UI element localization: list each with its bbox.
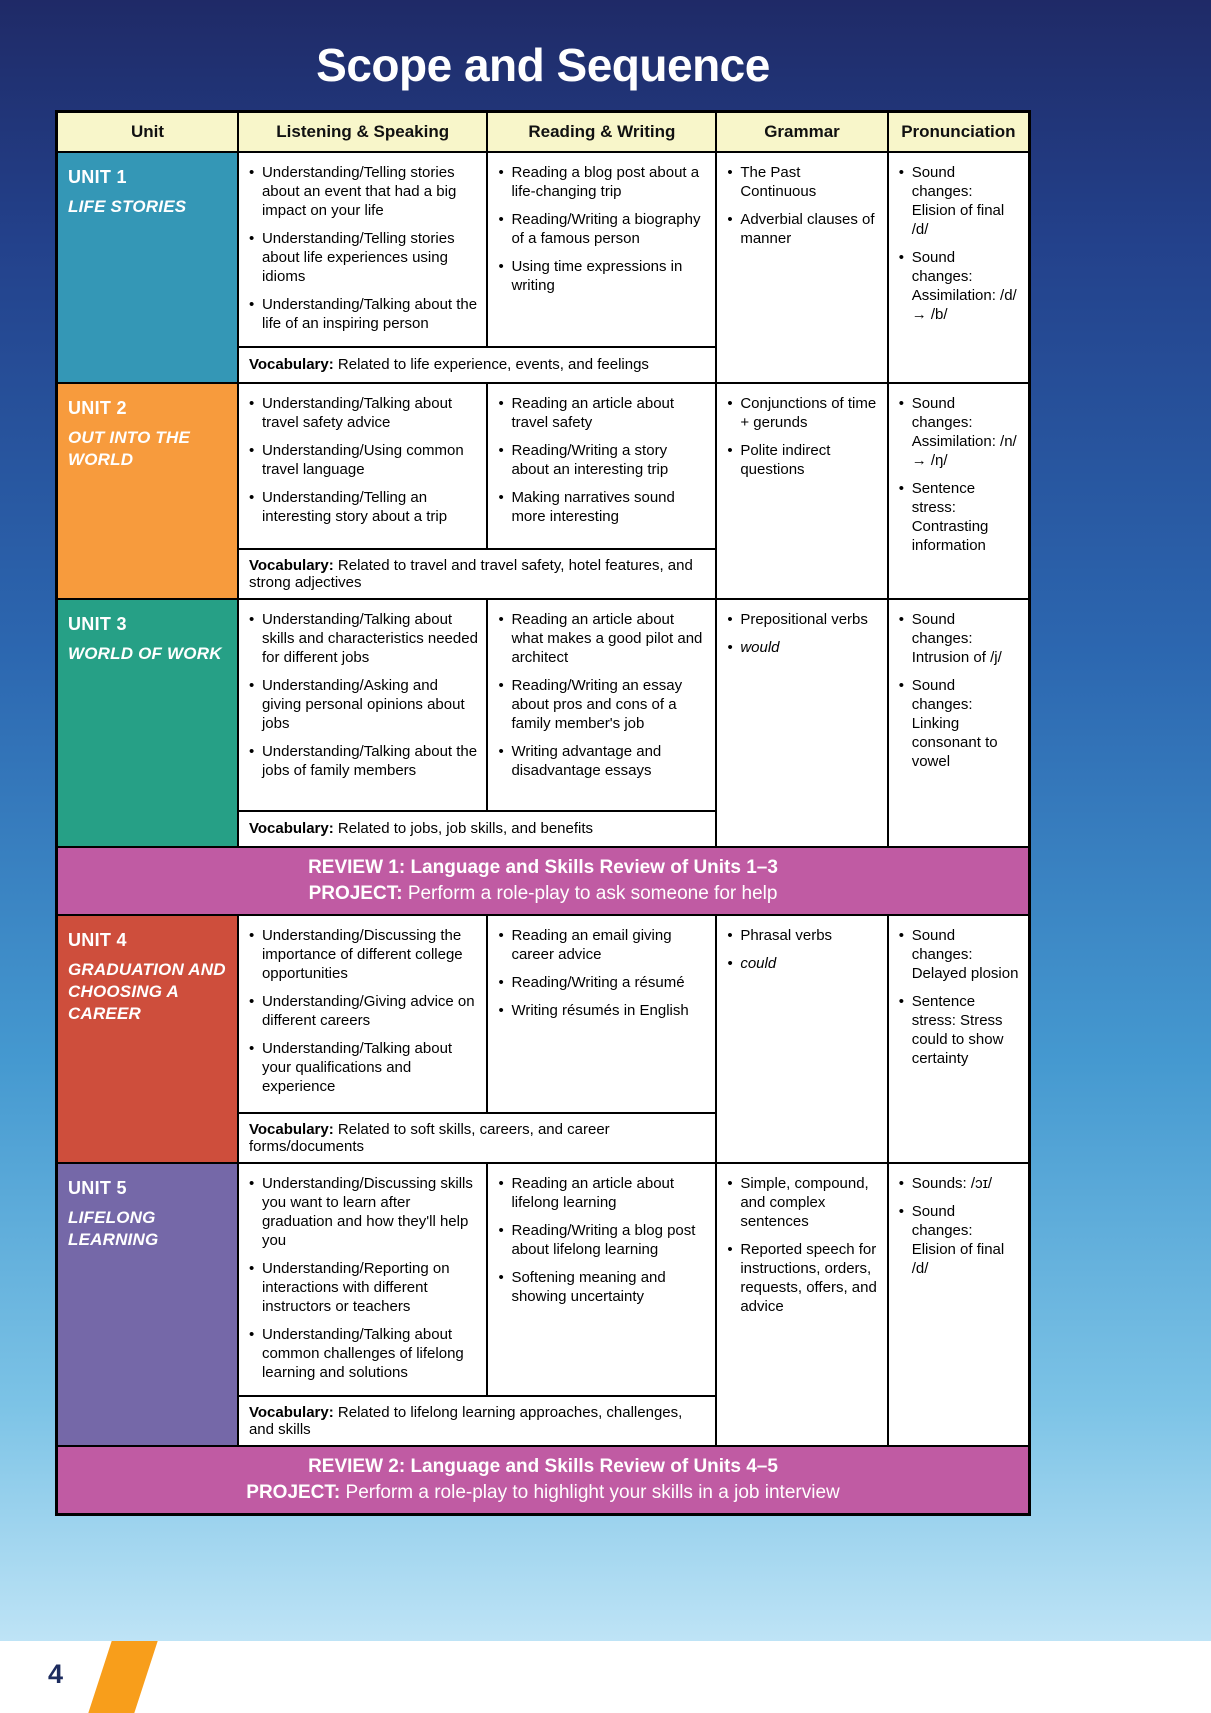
bullet-item: • Reading/Writing an essay about pros and cons of a family member's job <box>498 676 707 733</box>
unit-4-grammar-cell <box>716 915 887 1163</box>
project-text: Perform a role-play to highlight your skills in a job interview <box>345 1482 840 1504</box>
unit-1-listening-speaking-cell <box>238 152 487 347</box>
unit-1-vocabulary-cell <box>238 347 716 383</box>
unit-3-row <box>57 599 1030 811</box>
listening-speaking-list <box>249 163 478 333</box>
unit-3-listening-speaking-cell <box>238 599 487 811</box>
unit-5-reading-writing-cell <box>487 1163 716 1396</box>
bullet-item: • Reading/Writing a blog post about lifelong learning <box>498 1221 707 1259</box>
unit-5-label-cell <box>57 1163 238 1446</box>
unit-2-listening-speaking-cell <box>238 383 487 549</box>
page-title: Scope and Sequence <box>316 39 770 91</box>
vocabulary-label: Vocabulary: <box>248 820 334 838</box>
bullet-item: • Conjunctions of time + gerunds <box>727 394 878 432</box>
listening-speaking-list <box>249 926 478 1096</box>
bullet-item: • Reading/Writing a biography of a famous person <box>498 210 707 248</box>
review-2-row <box>57 1446 1030 1515</box>
unit-4-reading-writing-cell <box>487 915 716 1113</box>
bullet-item: • could <box>727 954 878 973</box>
vocabulary-text: Related to lifelong learning approaches, challenges, and skills <box>248 1404 683 1439</box>
pronunciation-list <box>899 163 1020 324</box>
page-number: 4 <box>48 1659 64 1689</box>
unit-4-name: GRADUATION AND CHOOSING A CAREER <box>68 959 226 1024</box>
grammar-list <box>727 610 878 657</box>
project-label: PROJECT: <box>308 882 403 904</box>
bullet-item: • Understanding/Asking and giving personal opinions about jobs <box>249 676 478 733</box>
bullet-item: • Softening meaning and showing uncertainty <box>498 1268 707 1306</box>
review-1-row <box>57 847 1030 915</box>
bullet-item: • Prepositional verbs <box>727 610 878 629</box>
unit-2-reading-writing-cell <box>487 383 716 549</box>
unit-5-name: LIFELONG LEARNING <box>68 1207 159 1249</box>
unit-3-pronunciation-cell <box>888 599 1030 847</box>
bullet-item: • Writing advantage and disadvantage essays <box>498 742 707 780</box>
bullet-item: • Sentence stress: Stress could to show certainty <box>899 992 1020 1068</box>
bullet-item: • Understanding/Talking about the life of an inspiring person <box>249 295 478 333</box>
listening-speaking-list <box>249 1174 478 1382</box>
vocabulary-text: Related to travel and travel safety, hotel features, and strong adjectives <box>248 556 693 591</box>
column-header-grammar: Grammar <box>716 112 887 152</box>
unit-1-row <box>57 152 1030 347</box>
bullet-item: • Reported speech for instructions, orders, requests, offers, and advice <box>727 1240 878 1316</box>
project-label: PROJECT: <box>246 1482 341 1504</box>
unit-1-grammar-cell <box>716 152 887 383</box>
bullet-item: • Reading/Writing a résumé <box>498 973 707 992</box>
table-header-row <box>57 112 1030 152</box>
vocabulary-text: Related to life experience, events, and feelings <box>337 356 649 374</box>
unit-1-reading-writing-cell <box>487 152 716 347</box>
column-header-unit: Unit <box>57 112 238 152</box>
unit-4-vocabulary-cell <box>238 1113 716 1163</box>
listening-speaking-list <box>249 610 478 780</box>
review-2-project <box>64 1482 1022 1504</box>
bullet-item: • Understanding/Talking about skills and characteristics needed for different jobs <box>249 610 478 667</box>
page-sheet <box>55 0 1031 1516</box>
unit-2-row <box>57 383 1030 549</box>
unit-5-grammar-cell <box>716 1163 887 1446</box>
bullet-item: • Sound changes: Assimilation: /d/ → /b/ <box>899 248 1020 324</box>
review-1-project <box>64 883 1022 905</box>
review-2-cell <box>57 1446 1030 1515</box>
bullet-item: • Understanding/Telling an interesting story about a trip <box>249 488 478 526</box>
unit-3-number: UNIT 3 <box>68 613 127 634</box>
bullet-item: • Reading an email giving career advice <box>498 926 707 964</box>
unit-2-pronunciation-cell <box>888 383 1030 599</box>
review-1-cell <box>57 847 1030 915</box>
pronunciation-list <box>899 926 1020 1068</box>
bullet-item: • Reading/Writing a story about an interesting trip <box>498 441 707 479</box>
bullet-item: • Making narratives sound more interesting <box>498 488 707 526</box>
bullet-item: • Understanding/Talking about travel safety advice <box>249 394 478 432</box>
unit-4-pronunciation-cell <box>888 915 1030 1163</box>
vocabulary-text: Related to jobs, job skills, and benefits <box>337 820 594 838</box>
unit-2-label-cell <box>57 383 238 599</box>
pronunciation-list <box>899 610 1020 771</box>
vocabulary-label: Vocabulary: <box>248 556 334 574</box>
bullet-item: • Understanding/Talking about your qualifications and experience <box>249 1039 478 1096</box>
unit-4-label-cell <box>57 915 238 1163</box>
unit-3-label-cell <box>57 599 238 847</box>
bullet-item: • Simple, compound, and complex sentences <box>727 1174 878 1231</box>
reading-writing-list <box>498 926 707 1020</box>
grammar-list <box>727 926 878 973</box>
pronunciation-list <box>899 394 1020 555</box>
bullet-item: • Sound changes: Elision of final /d/ <box>899 163 1020 239</box>
bullet-item: • Sound changes: Elision of final /d/ <box>899 1202 1020 1278</box>
project-text: Perform a role-play to ask someone for help <box>407 882 778 904</box>
bullet-item: • The Past Continuous <box>727 163 878 201</box>
review-2-title: REVIEW 2: Language and Skills Review of Units 4–5 <box>308 1456 778 1478</box>
unit-5-listening-speaking-cell <box>238 1163 487 1396</box>
bullet-item: • Understanding/Reporting on interactions with different instructors or teachers <box>249 1259 478 1316</box>
unit-1-number: UNIT 1 <box>68 166 127 187</box>
unit-4-number: UNIT 4 <box>68 929 127 950</box>
grammar-list <box>727 394 878 479</box>
vocabulary-label: Vocabulary: <box>248 1404 334 1422</box>
bullet-item: • Sound changes: Intrusion of /j/ <box>899 610 1020 667</box>
unit-5-pronunciation-cell <box>888 1163 1030 1446</box>
bullet-item: • Sentence stress: Contrasting information <box>899 479 1020 555</box>
bullet-item: • Sound changes: Assimilation: /n/ → /ŋ/ <box>899 394 1020 470</box>
bullet-item: • would <box>727 638 878 657</box>
bullet-item: • Sound changes: Delayed plosion <box>899 926 1020 983</box>
bullet-item: • Understanding/Giving advice on different careers <box>249 992 478 1030</box>
reading-writing-list <box>498 394 707 526</box>
unit-2-vocabulary-cell <box>238 549 716 599</box>
bullet-item: • Reading an article about lifelong learning <box>498 1174 707 1212</box>
bullet-item: • Reading an article about travel safety <box>498 394 707 432</box>
bullet-item: • Sound changes: Linking consonant to vowel <box>899 676 1020 771</box>
unit-4-listening-speaking-cell <box>238 915 487 1113</box>
pronunciation-list <box>899 1174 1020 1278</box>
bullet-item: • Understanding/Using common travel language <box>249 441 478 479</box>
page-footer <box>0 1641 1211 1713</box>
unit-1-name: LIFE STORIES <box>68 196 187 216</box>
unit-2-number: UNIT 2 <box>68 397 127 418</box>
scope-and-sequence-table <box>55 110 1031 1516</box>
bullet-item: • Writing résumés in English <box>498 1001 707 1020</box>
unit-2-name: OUT INTO THE WORLD <box>68 427 191 469</box>
unit-5-row <box>57 1163 1030 1396</box>
reading-writing-list <box>498 1174 707 1306</box>
bullet-item: • Understanding/Telling stories about an event that had a big impact on your life <box>249 163 478 220</box>
bullet-item: • Using time expressions in writing <box>498 257 707 295</box>
grammar-list <box>727 163 878 248</box>
vocabulary-label: Vocabulary: <box>248 1120 334 1138</box>
bullet-item: • Understanding/Discussing skills you want to learn after graduation and how they'll help you <box>249 1174 478 1250</box>
footer-accent-shape <box>88 1641 157 1713</box>
review-1-title: REVIEW 1: Language and Skills Review of Units 1–3 <box>308 856 778 878</box>
column-header-listening-speaking: Listening & Speaking <box>238 112 487 152</box>
bullet-item: • Reading a blog post about a life-changing trip <box>498 163 707 201</box>
reading-writing-list <box>498 163 707 295</box>
bullet-item: • Understanding/Talking about common challenges of lifelong learning and solutions <box>249 1325 478 1382</box>
unit-3-vocabulary-cell <box>238 811 716 847</box>
vocabulary-label: Vocabulary: <box>248 356 334 374</box>
bullet-item: • Phrasal verbs <box>727 926 878 945</box>
unit-3-reading-writing-cell <box>487 599 716 811</box>
unit-5-vocabulary-cell <box>238 1396 716 1446</box>
bullet-item: • Polite indirect questions <box>727 441 878 479</box>
column-header-pronunciation: Pronunciation <box>888 112 1030 152</box>
listening-speaking-list <box>249 394 478 526</box>
grammar-list <box>727 1174 878 1316</box>
unit-2-grammar-cell <box>716 383 887 599</box>
bullet-item: • Reading an article about what makes a good pilot and architect <box>498 610 707 667</box>
vocabulary-text: Related to soft skills, careers, and career forms/documents <box>248 1120 610 1155</box>
unit-3-name: WORLD OF WORK <box>68 643 222 663</box>
bullet-item: • Understanding/Talking about the jobs of family members <box>249 742 478 780</box>
unit-5-number: UNIT 5 <box>68 1177 127 1198</box>
unit-3-grammar-cell <box>716 599 887 847</box>
column-header-reading-writing: Reading & Writing <box>487 112 716 152</box>
unit-1-pronunciation-cell <box>888 152 1030 383</box>
bullet-item: • Understanding/Telling stories about life experiences using idioms <box>249 229 478 286</box>
bullet-item: • Understanding/Discussing the importance of different college opportunities <box>249 926 478 983</box>
bullet-item: • Sounds: /ɔɪ/ <box>899 1174 1020 1193</box>
reading-writing-list <box>498 610 707 780</box>
bullet-item: • Adverbial clauses of manner <box>727 210 878 248</box>
unit-4-row <box>57 915 1030 1113</box>
unit-1-label-cell <box>57 152 238 383</box>
